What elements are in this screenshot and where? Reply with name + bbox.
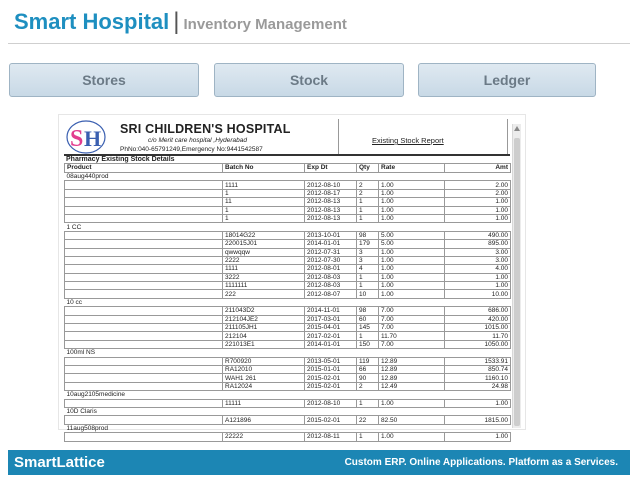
table-row [65, 340, 511, 348]
product-cell [65, 256, 223, 264]
exp-date-cell: 2012-07-31 [305, 248, 357, 256]
amount-cell: 1.00 [445, 206, 511, 214]
exp-date-cell: 2012-08-13 [305, 206, 357, 214]
qty-cell: 3 [357, 256, 379, 264]
amount-cell: 1.00 [445, 433, 511, 441]
qty-cell: 1 [357, 332, 379, 340]
product-cell [65, 365, 223, 373]
product-cell [65, 214, 223, 222]
batch-cell: 1 [223, 189, 305, 197]
rate-cell: 1.00 [379, 282, 445, 290]
rate-cell: 1.00 [379, 290, 445, 298]
column-header-batch: Batch No [223, 164, 305, 173]
amount-cell: 1.00 [445, 214, 511, 222]
product-cell [65, 206, 223, 214]
exp-date-cell: 2014-01-01 [305, 240, 357, 248]
qty-cell: 1 [357, 399, 379, 407]
table-row [65, 273, 511, 281]
table-row [65, 248, 511, 256]
rate-cell: 5.00 [379, 231, 445, 239]
qty-cell: 119 [357, 357, 379, 365]
amount-cell: 1.00 [445, 273, 511, 281]
rate-cell: 11.70 [379, 332, 445, 340]
batch-cell: 1111111 [223, 282, 305, 290]
qty-cell: 1 [357, 198, 379, 206]
batch-cell: 1111 [223, 181, 305, 189]
product-group-row [65, 391, 511, 399]
product-name: 10 cc [65, 298, 511, 306]
column-header-rate: Rate [379, 164, 445, 173]
table-row [65, 265, 511, 273]
batch-cell: 11111 [223, 399, 305, 407]
batch-cell: RA12010 [223, 365, 305, 373]
product-cell [65, 416, 223, 424]
header-divider [8, 43, 630, 44]
product-cell [65, 399, 223, 407]
product-cell [65, 382, 223, 390]
qty-cell: 10 [357, 290, 379, 298]
report-scrollbar[interactable] [512, 124, 521, 428]
amount-cell: 1015.00 [445, 324, 511, 332]
table-row [65, 198, 511, 206]
svg-text:S: S [70, 126, 84, 152]
amount-cell: 1815.00 [445, 416, 511, 424]
rate-cell: 5.00 [379, 240, 445, 248]
table-row [65, 290, 511, 298]
exp-date-cell: 2013-10-01 [305, 231, 357, 239]
batch-cell: 1111 [223, 265, 305, 273]
app-title: Smart Hospital [14, 9, 170, 34]
exp-date-cell: 2012-08-17 [305, 189, 357, 197]
amount-cell: 686.00 [445, 307, 511, 315]
product-cell [65, 248, 223, 256]
batch-cell: R700920 [223, 357, 305, 365]
table-row [65, 256, 511, 264]
table-row [65, 189, 511, 197]
table-row [65, 206, 511, 214]
product-cell [65, 282, 223, 290]
amount-cell: 1.00 [445, 399, 511, 407]
table-row [65, 365, 511, 373]
qty-cell: 90 [357, 374, 379, 382]
rate-cell: 1.00 [379, 433, 445, 441]
product-group-row [65, 349, 511, 357]
product-name: 10aug2105medicine [65, 391, 511, 399]
qty-cell: 1 [357, 214, 379, 222]
amount-cell: 420.00 [445, 315, 511, 323]
table-row [65, 240, 511, 248]
exp-date-cell: 2012-08-10 [305, 181, 357, 189]
qty-cell: 1 [357, 273, 379, 281]
batch-cell: 212104JE2 [223, 315, 305, 323]
table-row [65, 214, 511, 222]
table-row [65, 315, 511, 323]
product-name: 11aug508prod [65, 424, 511, 432]
batch-cell: WAH1 261 [223, 374, 305, 382]
batch-cell: 1 [223, 214, 305, 222]
qty-cell: 22 [357, 416, 379, 424]
tab-stock[interactable]: Stock [214, 63, 404, 97]
product-name: 10D Claris [65, 407, 511, 415]
amount-cell: 2.00 [445, 189, 511, 197]
hospital-logo [64, 119, 108, 155]
product-group-row [65, 424, 511, 432]
qty-cell: 66 [357, 365, 379, 373]
amount-cell: 2.00 [445, 181, 511, 189]
amount-cell: 24.98 [445, 382, 511, 390]
batch-cell: 220015J01 [223, 240, 305, 248]
qty-cell: 60 [357, 315, 379, 323]
qty-cell: 2 [357, 382, 379, 390]
table-row [65, 357, 511, 365]
table-row [65, 181, 511, 189]
batch-cell: 22222 [223, 433, 305, 441]
report-title: Existing Stock Report [372, 136, 444, 145]
exp-date-cell: 2012-08-07 [305, 290, 357, 298]
rate-cell: 1.00 [379, 273, 445, 281]
table-row [65, 416, 511, 424]
table-header-row [65, 164, 511, 173]
rate-cell: 1.00 [379, 181, 445, 189]
batch-cell: 11 [223, 198, 305, 206]
exp-date-cell: 2012-08-11 [305, 433, 357, 441]
amount-cell: 1.00 [445, 282, 511, 290]
qty-cell: 1 [357, 433, 379, 441]
rate-cell: 1.00 [379, 198, 445, 206]
hospital-address: c/o Merit care hospital ,Hyderabad [148, 137, 247, 144]
batch-cell: 1 [223, 206, 305, 214]
footer-brand: SmartLattice [14, 454, 105, 471]
qty-cell: 98 [357, 307, 379, 315]
svg-text:H: H [84, 126, 102, 151]
table-row [65, 433, 511, 441]
title-separator: | [173, 8, 180, 35]
product-name: 08aug440prod [65, 173, 511, 181]
rate-cell: 12.49 [379, 382, 445, 390]
exp-date-cell: 2015-02-01 [305, 374, 357, 382]
amount-cell: 1160.10 [445, 374, 511, 382]
hospital-name: SRI CHILDREN'S HOSPITAL [120, 122, 291, 136]
exp-date-cell: 2012-07-30 [305, 256, 357, 264]
exp-date-cell: 2012-08-13 [305, 198, 357, 206]
rate-cell: 82.50 [379, 416, 445, 424]
product-cell [65, 357, 223, 365]
exp-date-cell: 2012-08-03 [305, 273, 357, 281]
tab-ledger[interactable]: Ledger [418, 63, 596, 97]
rate-cell: 1.00 [379, 206, 445, 214]
qty-cell: 145 [357, 324, 379, 332]
product-name: 100ml NS [65, 349, 511, 357]
hospital-phone: PhNo:040-65791249,Emergency No:9441542587 [120, 146, 263, 153]
qty-cell: 98 [357, 231, 379, 239]
rate-cell: 12.89 [379, 365, 445, 373]
batch-cell: 222 [223, 290, 305, 298]
amount-cell: 10.00 [445, 290, 511, 298]
product-cell [65, 290, 223, 298]
batch-cell: qwwqqw [223, 248, 305, 256]
column-header-product: Product [65, 164, 223, 173]
tab-stores[interactable]: Stores [9, 63, 199, 97]
amount-cell: 3.00 [445, 256, 511, 264]
batch-cell: 211043D2 [223, 307, 305, 315]
column-header-amt: Amt [445, 164, 511, 173]
batch-cell: 212104 [223, 332, 305, 340]
product-cell [65, 189, 223, 197]
product-cell [65, 240, 223, 248]
table-row [65, 324, 511, 332]
batch-cell: 3222 [223, 273, 305, 281]
exp-date-cell: 2015-04-01 [305, 324, 357, 332]
column-header-qty: Qty [357, 164, 379, 173]
qty-cell: 1 [357, 206, 379, 214]
amount-cell: 490.00 [445, 231, 511, 239]
qty-cell: 2 [357, 181, 379, 189]
batch-cell: 2222 [223, 256, 305, 264]
slide-header [14, 8, 347, 42]
table-row [65, 374, 511, 382]
product-cell [65, 433, 223, 441]
batch-cell: 211105JH1 [223, 324, 305, 332]
exp-date-cell: 2015-01-01 [305, 365, 357, 373]
exp-date-cell: 2012-08-01 [305, 265, 357, 273]
exp-date-cell: 2017-03-01 [305, 315, 357, 323]
exp-date-cell: 2014-01-01 [305, 340, 357, 348]
product-cell [65, 332, 223, 340]
batch-cell: A121896 [223, 416, 305, 424]
table-row [65, 332, 511, 340]
scroll-up-icon[interactable] [514, 126, 520, 131]
table-row [65, 307, 511, 315]
qty-cell: 2 [357, 189, 379, 197]
rate-cell: 7.00 [379, 324, 445, 332]
product-cell [65, 198, 223, 206]
product-name: 1 CC [65, 223, 511, 231]
amount-cell: 11.70 [445, 332, 511, 340]
product-cell [65, 181, 223, 189]
exp-date-cell: 2015-02-01 [305, 416, 357, 424]
section-title: Pharmacy Existing Stock Details [66, 156, 175, 163]
amount-cell: 4.00 [445, 265, 511, 273]
product-cell [65, 324, 223, 332]
batch-cell: 18014G22 [223, 231, 305, 239]
table-row [65, 231, 511, 239]
rate-cell: 1.00 [379, 265, 445, 273]
table-row [65, 399, 511, 407]
stock-table-body [65, 173, 511, 442]
qty-cell: 179 [357, 240, 379, 248]
qty-cell: 1 [357, 282, 379, 290]
product-cell [65, 273, 223, 281]
exp-date-cell: 2014-11-01 [305, 307, 357, 315]
exp-date-cell: 2012-08-10 [305, 399, 357, 407]
table-row [65, 382, 511, 390]
rate-cell: 7.00 [379, 307, 445, 315]
amount-cell: 3.00 [445, 248, 511, 256]
column-header-exp: Exp Dt [305, 164, 357, 173]
exp-date-cell: 2013-05-01 [305, 357, 357, 365]
exp-date-cell: 2012-08-13 [305, 214, 357, 222]
rate-cell: 1.00 [379, 189, 445, 197]
product-cell [65, 374, 223, 382]
product-cell [65, 307, 223, 315]
batch-cell: 221013E1 [223, 340, 305, 348]
amount-cell: 895.00 [445, 240, 511, 248]
product-group-row [65, 173, 511, 181]
product-cell [65, 315, 223, 323]
stock-table [64, 163, 511, 442]
product-group-row [65, 223, 511, 231]
product-cell [65, 340, 223, 348]
rate-cell: 1.00 [379, 248, 445, 256]
rate-cell: 1.00 [379, 214, 445, 222]
footer-bar [8, 450, 630, 475]
table-row [65, 282, 511, 290]
product-cell [65, 265, 223, 273]
qty-cell: 3 [357, 248, 379, 256]
product-group-row [65, 298, 511, 306]
product-cell [65, 231, 223, 239]
rate-cell: 12.89 [379, 374, 445, 382]
exp-date-cell: 2017-02-01 [305, 332, 357, 340]
footer-tagline: Custom ERP. Online Applications. Platform as a Services. [344, 457, 618, 468]
product-group-row [65, 407, 511, 415]
rate-cell: 1.00 [379, 399, 445, 407]
qty-cell: 150 [357, 340, 379, 348]
amount-cell: 1.00 [445, 198, 511, 206]
rate-cell: 1.00 [379, 256, 445, 264]
qty-cell: 4 [357, 265, 379, 273]
exp-date-cell: 2015-02-01 [305, 382, 357, 390]
amount-cell: 1533.91 [445, 357, 511, 365]
rate-cell: 7.00 [379, 315, 445, 323]
batch-cell: RA12024 [223, 382, 305, 390]
app-subtitle: Inventory Management [183, 16, 347, 33]
amount-cell: 850.74 [445, 365, 511, 373]
scroll-thumb[interactable] [514, 138, 520, 426]
amount-cell: 1050.00 [445, 340, 511, 348]
exp-date-cell: 2012-08-03 [305, 282, 357, 290]
rate-cell: 7.00 [379, 340, 445, 348]
rate-cell: 12.89 [379, 357, 445, 365]
